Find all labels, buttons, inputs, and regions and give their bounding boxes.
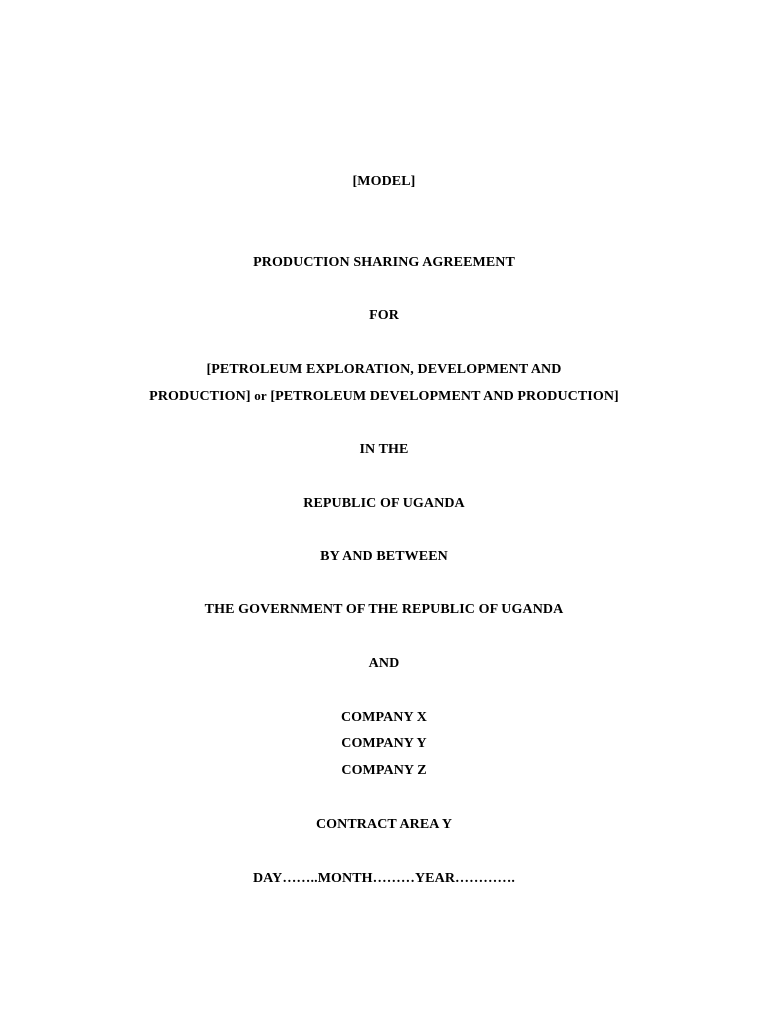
company-y: COMPANY Y <box>341 736 427 751</box>
date-line: DAY……..MONTH………YEAR…………. <box>252 871 516 886</box>
contract-area: CONTRACT AREA Y <box>315 817 453 832</box>
scope-line-2-part-b: [PETROLEUM DEVELOPMENT AND PRODUCTION] <box>270 389 619 404</box>
and-label: AND <box>368 656 400 671</box>
in-the-label: IN THE <box>359 442 409 457</box>
agreement-title: PRODUCTION SHARING AGREEMENT <box>253 255 515 270</box>
for-label: FOR <box>369 308 399 323</box>
scope-line-2-part-a: PRODUCTION] <box>149 389 251 404</box>
scope-line-1: [PETROLEUM EXPLORATION, DEVELOPMENT AND <box>206 362 562 377</box>
company-z: COMPANY Z <box>341 763 427 778</box>
country-name: REPUBLIC OF UGANDA <box>303 496 465 511</box>
by-and-between-label: BY AND BETWEEN <box>320 549 448 564</box>
government-party: THE GOVERNMENT OF THE REPUBLIC OF UGANDA <box>204 602 564 617</box>
model-tag: [MODEL] <box>352 174 416 189</box>
scope-line-2-or: or <box>254 388 267 403</box>
company-x: COMPANY X <box>340 710 428 725</box>
scope-line-2 <box>0 387 768 406</box>
